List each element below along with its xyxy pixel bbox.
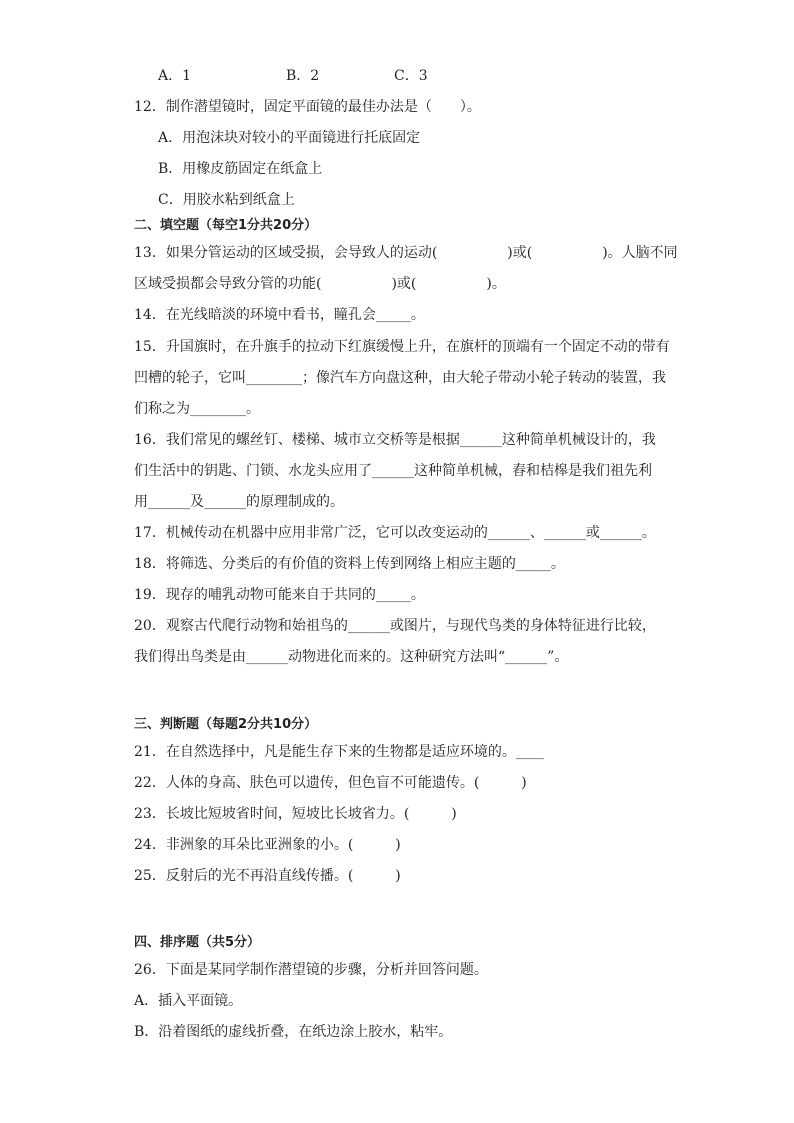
fill-line: 17．机械传动在机器中应用非常广泛，它可以改变运动的______、______或______。 (134, 525, 656, 541)
fill-line: 我们得出鸟类是由______动物进化而来的。这种研究方法叫“______”。 (134, 649, 569, 665)
judge-item: 23．长坡比短坡省时间，短坡比长坡省力。( ) (134, 806, 457, 822)
sort-line: B．沿着图纸的虚线折叠，在纸边涂上胶水，粘牢。 (134, 1024, 453, 1040)
section-fill-title: 二、填空题（每空1分共20分） (134, 218, 318, 233)
q12-option-c: C．用胶水粘到纸盒上 (158, 192, 295, 208)
section-sort-title: 四、排序题（共5分） (134, 935, 261, 950)
q12-stem: 12．制作潜望镜时，固定平面镜的最佳办法是（ ）。 (134, 99, 481, 115)
fill-line: 凹槽的轮子，它叫________；像汽车方向盘这种，由大轮子带动小轮子转动的装置，我 (134, 370, 666, 386)
fill-line: 20．观察古代爬行动物和始祖鸟的______或图片，与现代鸟类的身体特征进行比较， (134, 618, 656, 634)
fill-line: 15．升国旗时，在升旗手的拉动下红旗缓慢上升，在旗杆的顶端有一个固定不动的带有 (134, 339, 670, 355)
fill-line: 18．将筛选、分类后的有价值的资料上传到网络上相应主题的_____。 (134, 556, 565, 572)
fill-line: 14．在光线暗淡的环境中看书，瞳孔会_____。 (134, 307, 425, 323)
fill-line: 们称之为________。 (134, 401, 260, 417)
judge-item: 22．人体的身高、肤色可以遗传，但色盲不可能遗传。( ) (134, 775, 527, 791)
sort-line: A．插入平面镜。 (134, 993, 243, 1009)
fill-line: 13．如果分管运动的区域受损，会导致人的运动( )或( )。人脑不同 (134, 245, 678, 261)
section-judge-title: 三、判断题（每题2分共10分） (134, 717, 318, 732)
q11-option-c: C．3 (394, 68, 428, 84)
fill-line: 用______及______的原理制成的。 (134, 494, 344, 510)
q12-option-a: A．用泡沫块对较小的平面镜进行托底固定 (158, 130, 421, 146)
fill-line: 们生活中的钥匙、门锁、水龙头应用了______这种简单机械，舂和桔槔是我们祖先利 (134, 463, 652, 479)
fill-line: 19．现存的哺乳动物可能来自于共同的_____。 (134, 587, 425, 603)
fill-line: 区域受损都会导致分管的功能( )或( )。 (134, 276, 506, 292)
fill-line: 16．我们常见的螺丝钉、楼梯、城市立交桥等是根据______这种简单机械设计的，我 (134, 432, 656, 448)
judge-item: 21．在自然选择中，凡是能生存下来的生物都是适应环境的。____ (134, 744, 544, 760)
sort-line: 26．下面是某同学制作潜望镜的步骤，分析并回答问题。 (134, 962, 488, 978)
judge-item: 24．非洲象的耳朵比亚洲象的小。( ) (134, 837, 401, 853)
q12-option-b: B．用橡皮筋固定在纸盒上 (158, 161, 323, 177)
q11-option-a: A．1 (158, 68, 192, 84)
q11-options-row (158, 66, 428, 86)
q11-option-b: B．2 (286, 68, 320, 84)
judge-item: 25．反射后的光不再沿直线传播。( ) (134, 868, 401, 884)
